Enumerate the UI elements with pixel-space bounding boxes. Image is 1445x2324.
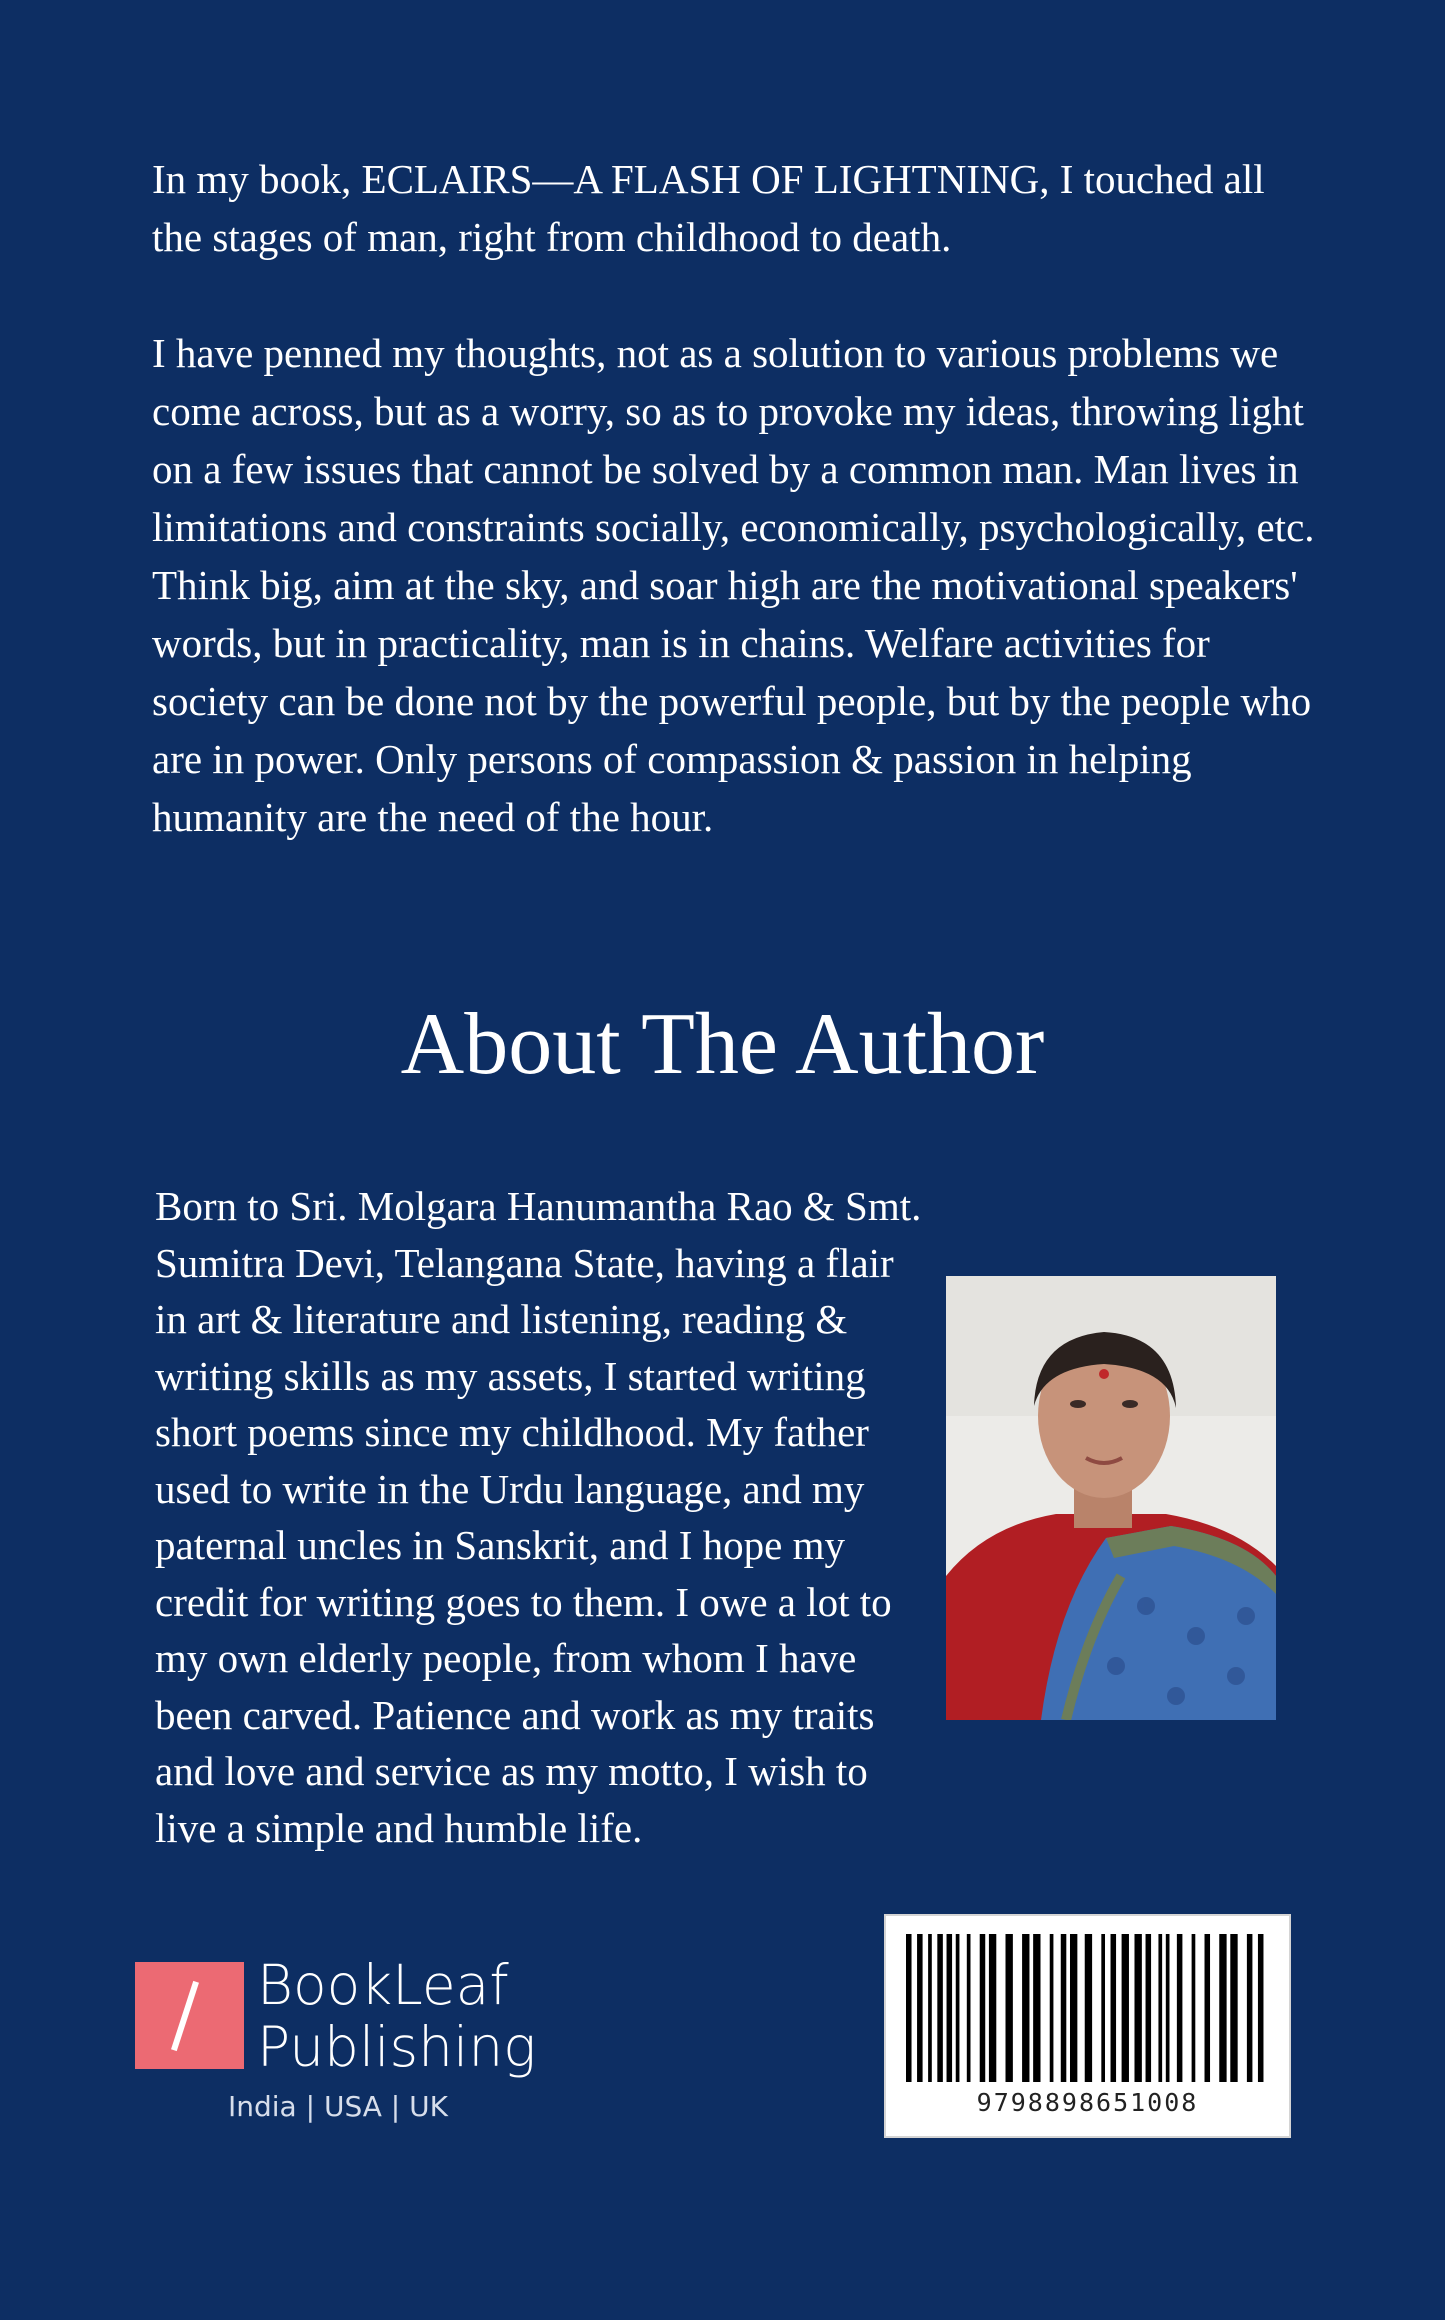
- barcode-bar: [1050, 1934, 1054, 2082]
- barcode-bar: [956, 1934, 960, 2082]
- barcode-bar: [980, 1934, 986, 2082]
- barcode-bar: [1258, 1934, 1264, 2082]
- barcode-bar: [1247, 1934, 1253, 2082]
- barcode-bar: [928, 1934, 932, 2082]
- barcode-bar: [947, 1934, 953, 2082]
- barcode-bar: [917, 1934, 923, 2082]
- barcode-bar: [1134, 1934, 1141, 2082]
- isbn-barcode: [884, 1914, 1291, 2138]
- author-photo: [946, 1276, 1276, 1720]
- barcode-bar: [1166, 1934, 1170, 2082]
- barcode-bar: [1205, 1934, 1211, 2082]
- author-bio: Born to Sri. Molgara Hanumantha Rao & Smt. Sumitra Devi, Telangana State, having a flair in art & literature and listening, reading & writing skills as my assets, I started writing short poems since my childhood. My father used to write in the Urdu language, and my paternal uncles in Sanskrit, and I hope my credit for writing goes to them. I owe a lot to my own elderly people, from whom I have been carved. Patience and work as my traits and love and service as my motto, I wish to live a simple and humble life.: [155, 1183, 922, 1851]
- barcode-bar: [1061, 1934, 1067, 2082]
- barcode-bar: [1111, 1934, 1117, 2082]
- barcode-bar: [1122, 1934, 1129, 2082]
- barcode-bar: [1022, 1934, 1029, 2082]
- barcode-bar: [1177, 1934, 1183, 2082]
- barcode-bar: [1192, 1934, 1196, 2082]
- author-portrait-image: [946, 1276, 1276, 1720]
- barcode-bar: [967, 1934, 971, 2082]
- about-author-heading: About The Author: [400, 996, 1045, 1093]
- slash-icon: [135, 1962, 244, 2069]
- barcode-bar: [1219, 1934, 1226, 2082]
- blurb-paragraph: In my book, ECLAIRS—A FLASH OF LIGHTNING, I touched all the stages of man, right from childhood to death.: [152, 156, 1265, 260]
- barcode-bar: [1033, 1934, 1040, 2082]
- barcode-bar: [1006, 1934, 1013, 2082]
- publisher-name-line2: Publishing: [257, 2015, 537, 2079]
- barcode-bar: [937, 1934, 943, 2082]
- isbn-number: 9798898651008: [976, 2088, 1199, 2117]
- barcode-bar: [906, 1934, 912, 2082]
- publisher-name: [257, 1954, 536, 2078]
- barcode-bar: [1101, 1934, 1105, 2082]
- publisher-regions: India | USA | UK: [228, 2090, 448, 2123]
- barcode-bar: [1158, 1934, 1162, 2082]
- barcode-bar: [1230, 1934, 1237, 2082]
- publisher-logo: [135, 1953, 555, 2140]
- barcode-bar: [989, 1934, 996, 2082]
- barcode-bar: [1085, 1934, 1092, 2082]
- barcode-bar: [1146, 1934, 1152, 2082]
- barcode-bar: [1070, 1934, 1077, 2082]
- blurb-paragraph: I have penned my thoughts, not as a solution to various problems we come across, but as a worry, so as to provoke my ideas, throwing light on a few issues that cannot be solved by a common man. Man lives in limitations and constraints socially, economically, psychologically, etc. Think big, aim at the sky, and soar high are the motivational speakers' words, but in practicality, man is in chains. Welfare activities for society can be done not by the powerful people, but by the people who are in power. Only persons of compassion & passion in helping humanity are the need of the hour.: [152, 330, 1315, 840]
- publisher-name-line1: BookLeaf: [257, 1953, 509, 2017]
- book-blurb: [152, 150, 1322, 904]
- barcode-graphic: [906, 1934, 1269, 2082]
